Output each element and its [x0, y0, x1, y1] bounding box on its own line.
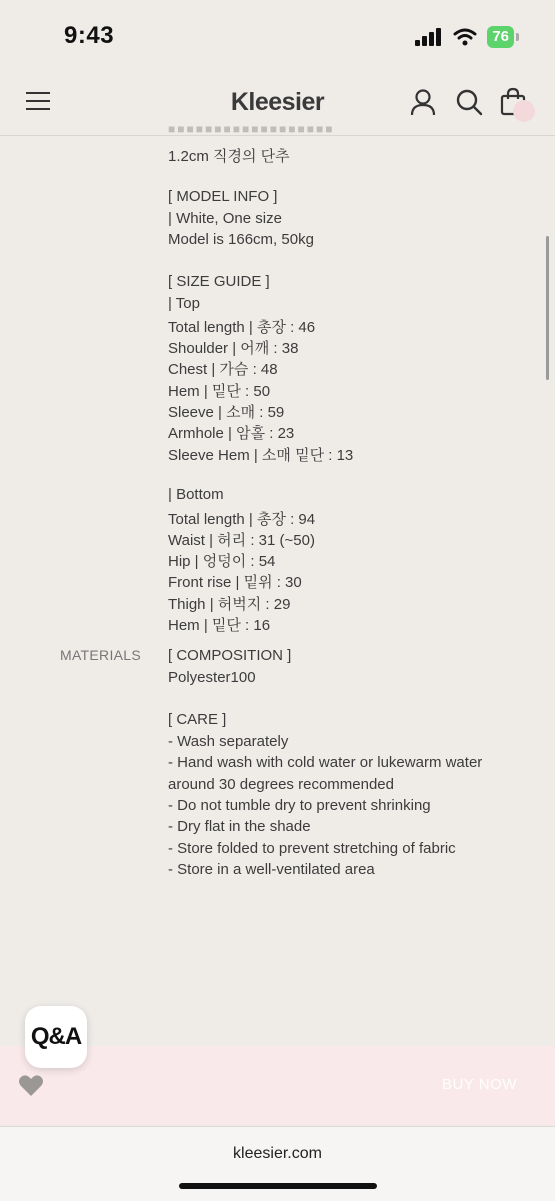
model-info-line: | White, One size — [168, 210, 282, 227]
care-heading: [ CARE ] — [168, 711, 227, 728]
account-icon[interactable] — [408, 87, 438, 117]
size-line: Sleeve Hem | 소매 밑단 : 13 — [168, 447, 354, 464]
buy-now-button[interactable]: BUY NOW — [442, 1076, 517, 1093]
care-line: - Do not tumble dry to prevent shrinking — [168, 797, 431, 814]
size-line: Chest | 가슴 : 48 — [168, 361, 278, 378]
care-line: - Store folded to prevent stretching of fabric — [168, 840, 456, 857]
wifi-icon — [453, 28, 477, 46]
size-line: Thigh | 허벅지 : 29 — [168, 596, 291, 613]
size-guide-heading: [ SIZE GUIDE ] — [168, 273, 270, 290]
site-logo[interactable]: Kleesier — [230, 88, 325, 116]
size-line: Hip | 엉덩이 : 54 — [168, 553, 276, 570]
url-text[interactable]: kleesier.com — [233, 1145, 322, 1162]
scrollbar[interactable] — [546, 236, 549, 380]
care-line: - Hand wash with cold water or lukewarm water — [168, 754, 483, 771]
composition-heading: [ COMPOSITION ] — [168, 647, 292, 664]
intro-line: 1.2cm 직경의 단추 — [168, 148, 290, 165]
composition-value: Polyester100 — [168, 669, 256, 686]
search-icon[interactable] — [454, 87, 484, 117]
care-line: - Dry flat in the shade — [168, 818, 311, 835]
care-line: - Wash separately — [168, 733, 289, 750]
size-line: Front rise | 밑위 : 30 — [168, 574, 302, 591]
status-bar — [0, 0, 555, 72]
qa-button[interactable]: Q&A — [25, 1006, 87, 1068]
size-line: Shoulder | 어깨 : 38 — [168, 340, 299, 357]
status-icons — [415, 26, 519, 48]
partial-text: ■■■■■■■■■■■■■■■■■■ — [168, 122, 335, 134]
size-line: Hem | 밑단 : 50 — [168, 383, 271, 400]
cellular-signal-icon — [415, 28, 443, 46]
browser-url-bar — [0, 1126, 555, 1201]
battery-indicator — [487, 26, 519, 48]
battery-tip — [516, 33, 519, 41]
size-line: Waist | 허리 : 31 (~50) — [168, 532, 315, 549]
status-time: 9:43 — [64, 22, 115, 49]
materials-label: MATERIALS — [60, 647, 142, 663]
battery-level: 76 — [487, 26, 514, 48]
home-indicator[interactable] — [179, 1183, 377, 1189]
size-line: Hem | 밑단 : 16 — [168, 617, 271, 634]
care-line: around 30 degrees recommended — [168, 776, 394, 793]
size-line: Armhole | 암홀 : 23 — [168, 425, 295, 442]
model-info-heading: [ MODEL INFO ] — [168, 188, 278, 205]
care-line: - Store in a well-ventilated area — [168, 861, 375, 878]
size-line: Total length | 총장 : 46 — [168, 319, 316, 336]
heart-icon[interactable] — [18, 1074, 44, 1098]
size-guide-bottom-heading: | Bottom — [168, 486, 224, 503]
size-line: Sleeve | 소매 : 59 — [168, 404, 285, 421]
size-guide-top-heading: | Top — [168, 295, 200, 312]
model-info-line: Model is 166cm, 50kg — [168, 231, 314, 248]
cart-badge — [513, 100, 535, 122]
size-line: Total length | 총장 : 94 — [168, 511, 316, 528]
